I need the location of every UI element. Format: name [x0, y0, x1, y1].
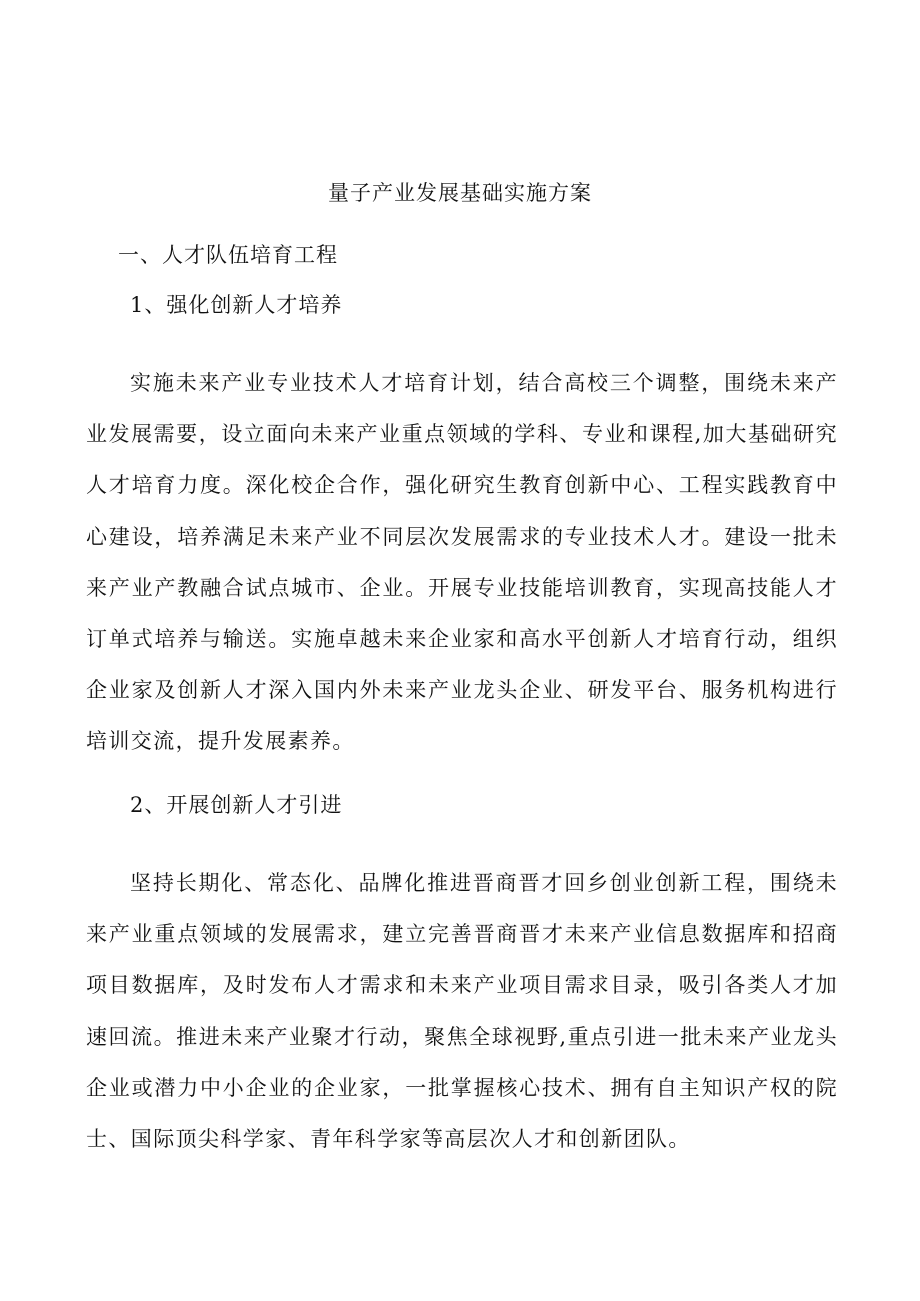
subsection-heading-talent-cultivation: 1、强化创新人才培养 [130, 293, 343, 317]
paragraph-talent-introduction: 坚持长期化、常态化、品牌化推进晋商晋才回乡创业创新工程，围绕未来产业重点领域的发展需求，建立完善晋商晋才未来产业信息数据库和招商项目数据库，及时发布人才需求和未来产业项目需求目录，吸引各类人才加速回流。推进未来产业聚才行动，聚焦全球视野,重点引进一批未来产业龙头企业或潜力中小企业的企业家，一批掌握核心技术、拥有自主知识产权的院士、国际顶尖科学家、青年科学家等高层次人才和创新团队。 [86, 871, 838, 1152]
section-heading-talent-team: 一、人才队伍培育工程 [118, 243, 338, 267]
document-title: 量子产业发展基础实施方案 [328, 181, 592, 205]
subsection-heading-talent-introduction: 2、开展创新人才引进 [130, 793, 343, 817]
paragraph-talent-cultivation: 实施未来产业专业技术人才培育计划，结合高校三个调整，围绕未来产业发展需要，设立面向未来产业重点领域的学科、专业和课程,加大基础研究人才培育力度。深化校企合作，强化研究生教育创新中心、工程实践教育中心建设，培养满足未来产业不同层次发展需求的专业技术人才。建设一批未来产业产教融合试点城市、企业。开展专业技能培训教育，实现高技能人才订单式培养与输送。实施卓越未来企业家和高水平创新人才培育行动，组织企业家及创新人才深入国内外未来产业龙头企业、研发平台、服务机构进行培训交流，提升发展素养。 [86, 371, 838, 754]
